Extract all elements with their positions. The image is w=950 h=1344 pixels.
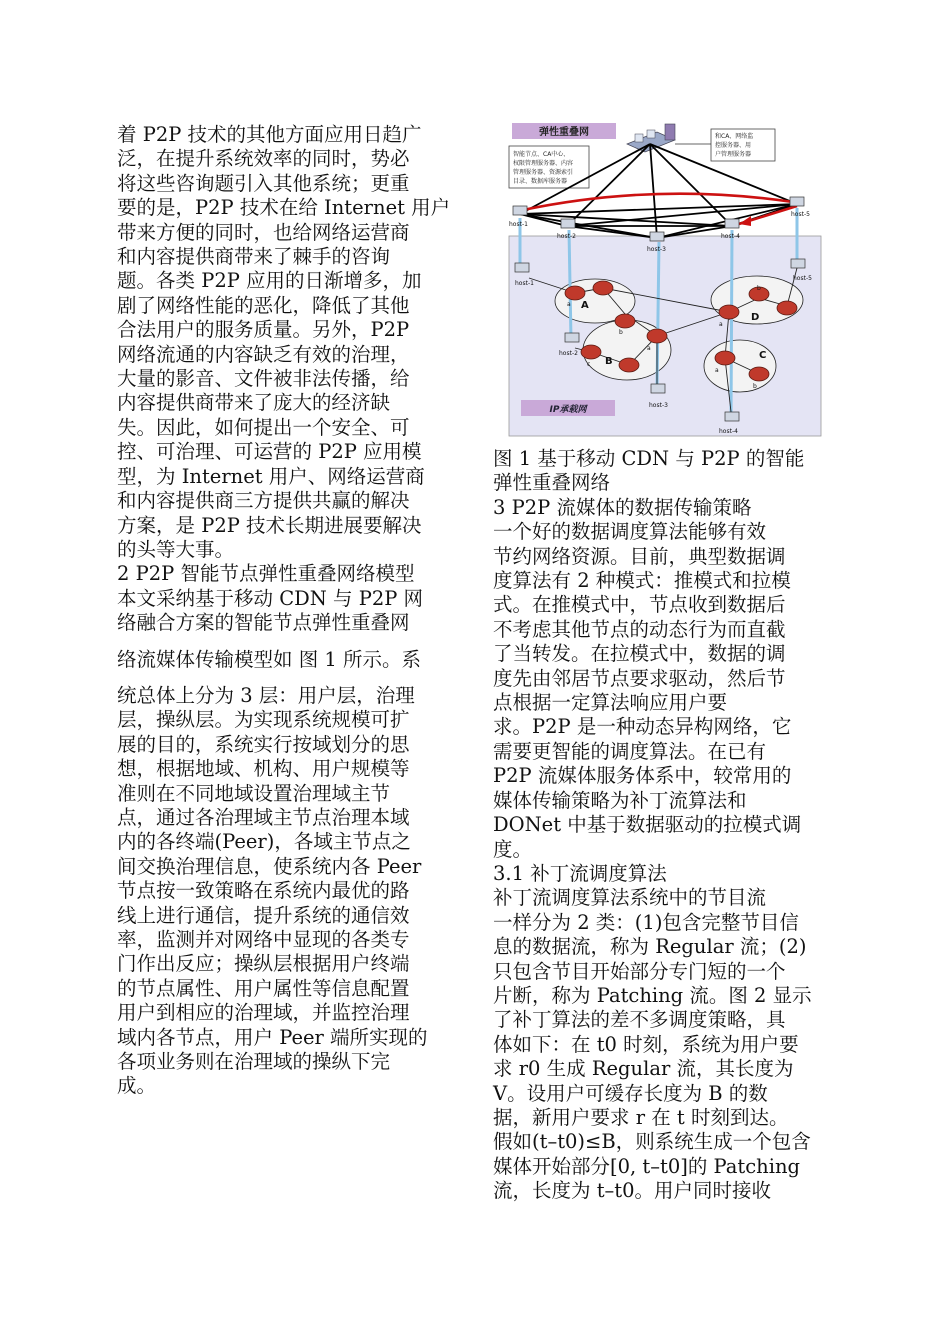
router-letter: a — [715, 367, 719, 374]
text-line: 度。 — [493, 837, 533, 861]
computer-icon — [790, 197, 804, 206]
router-icon — [715, 351, 735, 365]
computer-icon — [725, 412, 739, 421]
overlay-label: 弹性重叠网 — [539, 127, 589, 138]
router-icon — [593, 281, 613, 295]
computer-icon — [565, 333, 579, 342]
text-line: P2P 流媒体服务体系中，较常用的 — [493, 764, 792, 788]
domain-label: C — [759, 350, 767, 361]
server-note-right-line: 户管理服务器 — [715, 151, 752, 158]
text-line: 和内容提供商三方提供共赢的解决 — [117, 489, 410, 513]
host-label: host-5 — [793, 275, 812, 282]
text-line: 型，为 Internet 用户、网络运营商 — [117, 464, 425, 488]
text-line: 不考虑其他节点的动态行为而直截 — [493, 617, 786, 641]
text-line: 点根据一定算法响应用户要 — [493, 691, 728, 715]
text-line: 用户到相应的治理域，并监控治理 — [117, 1001, 410, 1025]
router-letter: b — [757, 285, 761, 292]
router-letter: a — [647, 345, 651, 352]
router-icon — [719, 305, 739, 319]
server-note-left-line: 目录、数据库服务器 — [513, 178, 568, 185]
text-line: DONet 中基于数据驱动的拉模式调 — [493, 813, 802, 837]
router-letter: c — [587, 361, 591, 368]
text-line: 媒体开始部分[0, t–t0]的 Patching — [493, 1154, 801, 1178]
host-label: host-3 — [647, 246, 666, 253]
section-2-paragraph — [117, 587, 457, 1099]
computer-icon — [791, 259, 805, 268]
text-line: 剧了网络性能的恶化，降低了其他 — [117, 293, 410, 317]
host-label: host-1 — [509, 221, 528, 228]
text-line: 着 P2P 技术的其他方面应用日趋广 — [117, 123, 422, 146]
section-3-heading: 3 P2P 流媒体的数据传输策略 — [493, 495, 752, 519]
text-line: 假如(t–t0)≤B，则系统生成一个包含 — [493, 1130, 811, 1154]
figure-1-caption — [493, 447, 838, 496]
text-line: 失。因此，如何提出一个安全、可 — [117, 415, 410, 439]
computer-icon — [515, 263, 529, 272]
computer-icon — [725, 219, 739, 228]
text-line: 息的数据流，称为 Regular 流；(2) — [493, 935, 807, 959]
router-letter: a — [567, 301, 571, 308]
text-line: 带来方便的同时，也给网络运营商 — [117, 220, 410, 244]
text-line: 大量的影音、文件被非法传播，给 — [117, 367, 410, 391]
right-column — [493, 447, 838, 1204]
router-letter: a — [719, 321, 723, 328]
text-line: 方案，是 P2P 技术长期进展要解决 — [117, 513, 422, 537]
text-line: 了当转发。在拉模式中，数据的调 — [493, 642, 786, 666]
network-diagram — [507, 118, 823, 438]
ip-label: IP承载网 — [549, 405, 587, 415]
text-line: 只包含节目开始部分专门短的一个 — [493, 959, 786, 983]
text-line: 成。 — [117, 1074, 157, 1098]
text-line: 线上进行通信，提升系统的通信效 — [117, 903, 410, 927]
text-line: 门作出反应；操纵层根据用户终端 — [117, 952, 410, 976]
text-line: 准则在不同地域设置治理域主节 — [117, 781, 391, 805]
text-line: 网络流通的内容缺乏有效的治理， — [117, 342, 410, 366]
text-line: 各项业务则在治理域的操纵下完 — [117, 1050, 391, 1074]
text-line: 求 r0 生成 Regular 流，其长度为 — [493, 1057, 794, 1081]
text-line: 内的各终端(Peer)，各域主节点之 — [117, 830, 411, 854]
text-line: 据，新用户要求 r 在 t 时刻到达。 — [493, 1105, 789, 1129]
text-line: 式。在推模式中，节点收到数据后 — [493, 593, 786, 617]
router-letter: b — [753, 383, 757, 390]
text-line: 泛，在提升系统效率的同时，势必 — [117, 147, 410, 171]
caption-line: 弹性重叠网络 — [493, 471, 611, 495]
router-icon — [615, 314, 635, 328]
text-line: V。设用户可缓存长度为 B 的数 — [493, 1081, 768, 1105]
computer-icon — [561, 219, 575, 228]
router-icon — [647, 329, 667, 343]
text-line: 展的目的，系统实行按域划分的思 — [117, 732, 410, 756]
host-label: host-2 — [559, 350, 578, 357]
router-icon — [749, 367, 769, 381]
computer-icon — [513, 206, 527, 215]
section-2-heading: 2 P2P 智能节点弹性重叠网络模型 — [117, 562, 415, 586]
text-line: 一样分为 2 类：(1)包含完整节目信 — [493, 910, 799, 934]
text-line: 络融合方案的智能节点弹性重叠网 — [117, 611, 410, 635]
section-3-1-paragraph — [493, 886, 838, 1203]
server-note-right-line: 和CA、网络监 — [715, 133, 754, 140]
host-label: host-2 — [557, 233, 576, 240]
domain-label: A — [581, 300, 589, 311]
text-line: 了补丁算法的差不多调度策略，具 — [493, 1008, 786, 1032]
text-line: 的头等大事。 — [117, 537, 235, 561]
router-icon — [565, 286, 585, 300]
text-line: 求。P2P 是一种动态异构网络，它 — [493, 715, 792, 739]
server-note-left-line: 管理服务器、资源索引 — [513, 169, 574, 176]
text-line: 层，操纵层。为实现系统规模可扩 — [117, 708, 410, 732]
text-line: 间交换治理信息，使系统内各 Peer — [117, 854, 422, 878]
text-line: 媒体传输策略为补丁流算法和 — [493, 788, 747, 812]
router-icon — [777, 301, 797, 315]
domain-label: B — [605, 356, 613, 367]
text-line: 度算法有 2 种模式：推模式和拉模 — [493, 569, 791, 593]
text-line: 络流媒体传输模型如 图 1 所示。系 — [117, 647, 422, 671]
text-line: 要的是，P2P 技术在给 Internet 用户 — [117, 196, 451, 220]
text-line: 和内容提供商带来了棘手的咨询 — [117, 245, 391, 269]
text-line: 片断，称为 Patching 流。图 2 显示 — [493, 983, 812, 1007]
host-label: host-5 — [791, 211, 810, 218]
text-line: 补丁流调度算法系统中的节目流 — [493, 886, 767, 910]
text-line: 节点按一致策略在系统内最优的路 — [117, 879, 410, 903]
computer-icon — [651, 384, 665, 393]
text-line: 的节点属性、用户属性等信息配置 — [117, 976, 410, 1000]
text-line: 流，长度为 t–t0。用户同时接收 — [493, 1179, 772, 1203]
text-line: 本文采纳基于移动 CDN 与 P2P 网 — [117, 586, 424, 610]
text-line: 域内各节点，用户 Peer 端所实现的 — [117, 1025, 428, 1049]
section-3-paragraph — [493, 520, 838, 862]
text-line: 控、可治理、可运营的 P2P 应用模 — [117, 440, 422, 464]
figure-1 — [507, 118, 823, 438]
text-line: 体如下：在 t0 时刻，系统为用户要 — [493, 1032, 799, 1056]
text-line: 节约网络资源。目前，典型数据调 — [493, 544, 786, 568]
caption-line: 图 1 基于移动 CDN 与 P2P 的智能 — [493, 447, 805, 470]
left-column — [117, 123, 457, 1099]
domain-label: D — [751, 312, 760, 323]
text-line: 需要更智能的调度算法。在已有 — [493, 739, 767, 763]
text-line: 合法用户的服务质量。另外，P2P — [117, 318, 410, 342]
cloud-domain-c — [704, 340, 776, 392]
server-note-left-line: 智能节点、CA中心、 — [513, 151, 570, 158]
router-letter: b — [619, 329, 623, 336]
text-line: 内容提供商带来了庞大的经济缺 — [117, 391, 391, 415]
host-label: host-1 — [515, 280, 534, 287]
text-line: 一个好的数据调度算法能够有效 — [493, 520, 767, 544]
text-line: 将这些咨询题引入其他系统；更重 — [117, 171, 410, 195]
router-icon — [581, 345, 601, 359]
host-label: host-3 — [649, 402, 668, 409]
text-line: 率，监测并对网络中显现的各类专 — [117, 928, 410, 951]
text-line: 题。各类 P2P 应用的日渐增多，加 — [117, 269, 422, 293]
text-line: 点，通过各治理域主节点治理本域 — [117, 805, 410, 829]
section-3-1-heading: 3.1 补丁流调度算法 — [493, 861, 667, 885]
text-line: 想，根据地域、机构、用户规模等 — [117, 757, 410, 781]
server-note-right-line: 控服务器、用 — [715, 142, 752, 149]
router-icon — [619, 358, 639, 372]
host-label: host-4 — [721, 233, 740, 240]
text-line: 统总体上分为 3 层：用户层，治理 — [117, 683, 415, 707]
left-intro-paragraph — [117, 123, 457, 562]
server-note-left-line: 权限管理服务器、内容 — [513, 160, 574, 167]
host-label: host-4 — [719, 428, 738, 435]
text-line: 度先由邻居节点要求驱动，然后节 — [493, 666, 786, 690]
computer-icon — [650, 232, 664, 241]
